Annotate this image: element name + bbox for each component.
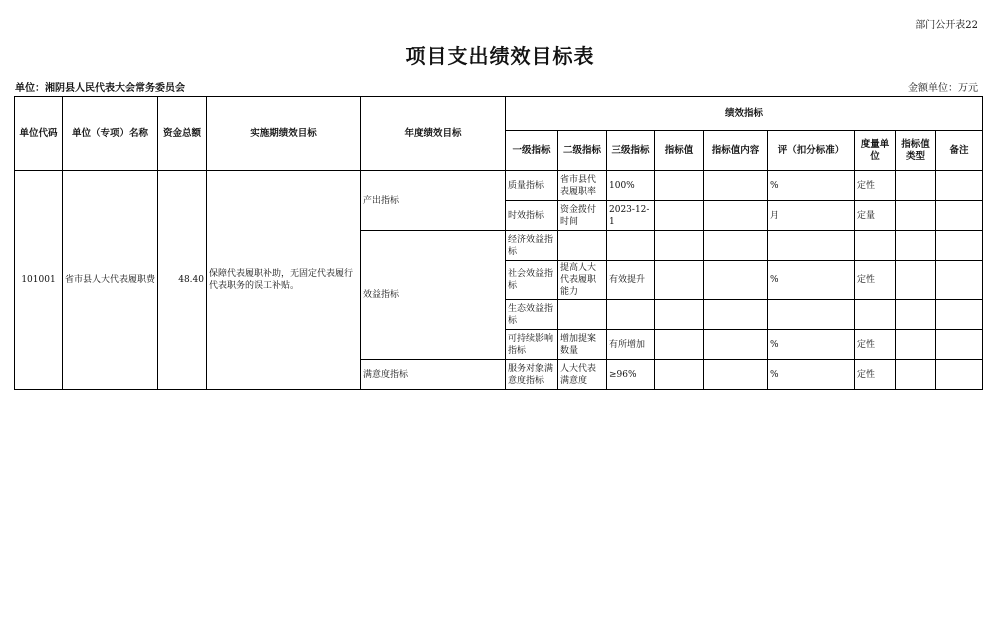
unit-name-cell: 省市县人大代表履职费 (63, 171, 158, 390)
header-unit-code: 单位代码 (15, 97, 63, 171)
header-value: 指标值 (655, 131, 704, 171)
measure-unit-cell: 定性 (855, 330, 896, 360)
scoring-cell (768, 300, 855, 330)
form-number: 部门公开表22 (915, 20, 978, 31)
value-type-cell (896, 330, 936, 360)
performance-goal-table (14, 96, 983, 390)
header-level1: 一级指标 (506, 131, 558, 171)
level3-cell: 有效提升 (607, 261, 655, 300)
remarks-cell (936, 171, 983, 201)
value-cell (655, 201, 704, 231)
value-type-cell (896, 300, 936, 330)
value-type-cell (896, 201, 936, 231)
level1-cell: 服务对象满意度指标 (506, 360, 558, 390)
value-cell (655, 330, 704, 360)
value-cell (655, 300, 704, 330)
level3-cell: 有所增加 (607, 330, 655, 360)
unit-line: 单位：湘阴县人民代表大会常务委员会 (15, 83, 185, 94)
header-value-type: 指标值类型 (896, 131, 936, 171)
page-title: 项目支出绩效目标表 (405, 44, 595, 68)
remarks-cell (936, 231, 983, 261)
header-level3: 三级指标 (607, 131, 655, 171)
measure-unit-cell: 定量 (855, 201, 896, 231)
level1-cell: 生态效益指标 (506, 300, 558, 330)
group-satisfaction: 满意度指标 (361, 360, 506, 390)
header-value-content: 指标值内容 (704, 131, 768, 171)
level2-cell: 省市县代表履职率 (558, 171, 607, 201)
level3-cell: 100% (607, 171, 655, 201)
value-content-cell (704, 360, 768, 390)
remarks-cell (936, 330, 983, 360)
level2-cell: 人大代表满意度 (558, 360, 607, 390)
scoring-cell: % (768, 171, 855, 201)
level2-cell: 增加提案数量 (558, 330, 607, 360)
level2-cell (558, 300, 607, 330)
period-goal-cell: 保障代表履职补助，无固定代表履行代表职务的误工补贴。 (207, 171, 361, 390)
remarks-cell (936, 201, 983, 231)
header-total-funds: 资金总额 (158, 97, 207, 171)
level2-cell: 提高人大代表履职能力 (558, 261, 607, 300)
scoring-cell: 月 (768, 201, 855, 231)
value-content-cell (704, 300, 768, 330)
scoring-cell (768, 231, 855, 261)
value-type-cell (896, 261, 936, 300)
measure-unit-cell: 定性 (855, 171, 896, 201)
value-cell (655, 171, 704, 201)
header-level2: 二级指标 (558, 131, 607, 171)
measure-unit-cell (855, 231, 896, 261)
measure-unit-cell (855, 300, 896, 330)
value-content-cell (704, 201, 768, 231)
total-funds-cell: 48.40 (158, 171, 207, 390)
header-unit-name: 单位（专项）名称 (63, 97, 158, 171)
level1-cell: 质量指标 (506, 171, 558, 201)
level2-cell (558, 231, 607, 261)
measure-unit-cell: 定性 (855, 261, 896, 300)
level3-cell (607, 231, 655, 261)
header-scoring: 评（扣分标准） (768, 131, 855, 171)
value-content-cell (704, 330, 768, 360)
value-type-cell (896, 360, 936, 390)
level1-cell: 社会效益指标 (506, 261, 558, 300)
level1-cell: 经济效益指标 (506, 231, 558, 261)
value-cell (655, 360, 704, 390)
value-type-cell (896, 171, 936, 201)
header-period-goal: 实施期绩效目标 (207, 97, 361, 171)
header-remarks: 备注 (936, 131, 983, 171)
header-annual-goal: 年度绩效目标 (361, 97, 506, 171)
level3-cell: 2023-12-1 (607, 201, 655, 231)
level3-cell: ≥96% (607, 360, 655, 390)
value-cell (655, 231, 704, 261)
remarks-cell (936, 300, 983, 330)
remarks-cell (936, 261, 983, 300)
table-row (15, 171, 983, 201)
scoring-cell: % (768, 330, 855, 360)
level3-cell (607, 300, 655, 330)
value-content-cell (704, 171, 768, 201)
header-measure-unit: 度量单位 (855, 131, 896, 171)
header-performance-indicator: 绩效指标 (506, 97, 983, 131)
value-type-cell (896, 231, 936, 261)
level1-cell: 可持续影响指标 (506, 330, 558, 360)
amount-unit: 金额单位：万元 (908, 83, 978, 94)
group-benefit: 效益指标 (361, 231, 506, 360)
group-output: 产出指标 (361, 171, 506, 231)
value-content-cell (704, 261, 768, 300)
value-content-cell (704, 231, 768, 261)
value-cell (655, 261, 704, 300)
unit-code-cell: 101001 (15, 171, 63, 390)
level1-cell: 时效指标 (506, 201, 558, 231)
measure-unit-cell: 定性 (855, 360, 896, 390)
level2-cell: 资金拨付时间 (558, 201, 607, 231)
scoring-cell: % (768, 360, 855, 390)
remarks-cell (936, 360, 983, 390)
scoring-cell: % (768, 261, 855, 300)
